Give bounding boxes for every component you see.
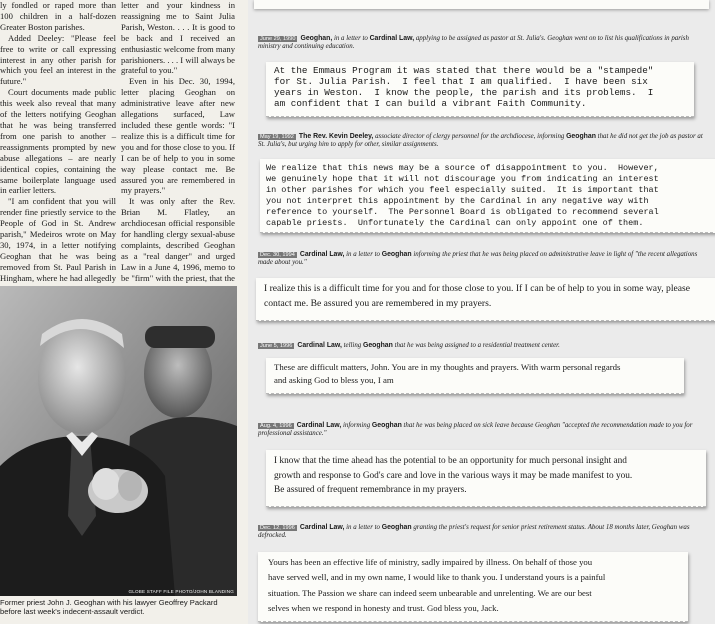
entry-desc: in a letter to bbox=[332, 35, 370, 42]
date-badge: June 29, 1990 bbox=[260, 36, 296, 42]
article-paragraph: Even in his Dec. 30, 1994, letter placing Geoghan on administrative leave after new allegations surfaced, Law included these gentle words: "I realize this is a difficult time for you and for those close to you. If I can be of help to you in some way please contact me. Be assured you are remembered in my prayers." bbox=[121, 76, 235, 196]
excerpt-line: reference to yourself. The Personnel Board is obligated to recommend several bbox=[266, 206, 659, 217]
letter-entry-header bbox=[258, 251, 706, 268]
recipient: Geoghan bbox=[371, 422, 402, 429]
article-paragraph: ly fondled or raped more than 100 children in a half-dozen Greater Boston parishes. bbox=[0, 0, 116, 32]
excerpt-line: contact me. Be assured you are remembered in my prayers. bbox=[264, 297, 492, 309]
entry-desc: associate director of clergy personnel for the archdiocese, informing bbox=[373, 133, 567, 140]
excerpt-line: situation. The Passion we share can indeed seem unbearable and unrelenting. We are our best bbox=[268, 587, 592, 598]
excerpt-line: selves when we respond in honesty and trust. God bless you, Jack. bbox=[268, 603, 499, 614]
entry-desc: informing bbox=[341, 422, 372, 429]
photo-caption: Former priest John J. Geoghan with his lawyer Geoffrey Packard before last week's indecent-assault verdict. bbox=[0, 598, 218, 617]
news-photo bbox=[0, 286, 237, 596]
date-badge: Dec. 12, 1996 bbox=[260, 525, 295, 531]
excerpt-line: I realize this is a difficult time for you and for those close to you. If I can be of help to you in some way, please bbox=[264, 283, 690, 294]
date-badge: May 19, 1992 bbox=[260, 134, 294, 140]
excerpt-line: Be assured of frequent remembrance in my prayers. bbox=[274, 485, 467, 495]
entry-rest: that he was being assigned to a residential treatment center. bbox=[392, 342, 560, 349]
excerpt-line: These are difficult matters, John. You are in my thoughts and prayers. With warm personal regards bbox=[274, 362, 621, 372]
letters-panel bbox=[248, 0, 715, 624]
article-paragraph: "I am confident that you will render fine priestly service to the People of God in St. Andrew parish," Medeiros wrote on May 30, 1974, in a letter notifying Geoghan that he was being removed from St. Paul Parish in Hingham, where he had allegedly bbox=[0, 196, 116, 283]
date-badge: June 5, 1996 bbox=[260, 343, 293, 349]
date-badge: Dec. 30, 1994 bbox=[260, 252, 295, 258]
recipient: Cardinal Law, bbox=[369, 35, 415, 42]
photo-credit: GLOBE STAFF FILE PHOTO/JOHN BLANDING bbox=[128, 589, 234, 594]
entry-rest: granting the priest's request for senior priest retirement status. About 18 months later, Geoghan was defrocked. bbox=[258, 524, 690, 540]
entry-desc: in a letter to bbox=[344, 524, 382, 531]
letter-excerpt bbox=[266, 450, 706, 507]
entry-rest: that he was being placed on sick leave because Geoghan "accepted the recommendation made to you for professional assistance." bbox=[258, 422, 693, 438]
excerpt-line: We realize that this news may be a source of disappointment to you. However, bbox=[266, 163, 659, 173]
article-paragraph: Court documents made public this week also reveal that many of the letters notifying Geoghan that he was being transferred from one parish to another – reassignments prompted by new abuse allegations – are nearly identical copies, containing the same boilerplate language used in earlier letters. bbox=[0, 87, 116, 196]
recipient: Geoghan bbox=[566, 133, 596, 140]
photo-illustration bbox=[0, 286, 237, 596]
speaker: Cardinal Law, bbox=[297, 342, 342, 349]
article-paragraph: letter and your kindness in reassigning me to Saint Julia Parish, Weston. . . . It is good to be back and I received an enthusiastic welcome from many parishioners. . . . I will always be grateful to you." bbox=[121, 0, 235, 76]
letter-entry-header bbox=[258, 35, 706, 52]
date-badge: Aug. 4, 1996 bbox=[260, 423, 292, 429]
excerpt-line: you not interpret this appointment by the Cardinal in any negative way with bbox=[266, 195, 649, 206]
entry-desc: telling bbox=[341, 342, 363, 349]
letter-entry-header bbox=[258, 133, 706, 150]
speaker: Geoghan, bbox=[300, 35, 333, 42]
excerpt-line: and asking God to bless you, I am bbox=[274, 374, 394, 385]
letter-entry-header bbox=[258, 342, 706, 350]
letter-excerpt bbox=[256, 278, 715, 321]
excerpt-line: for St. Julia Parish. I feel that I am qualified. I have been six bbox=[274, 75, 648, 87]
entry-rest: that he did not get the job as pastor at St. Julia's, but urging him to apply for other, similar assignments. bbox=[258, 133, 703, 149]
excerpt-line: growth and response to God's care and love in the various ways it may be made manifest to you. bbox=[274, 470, 633, 481]
excerpt-line: capable priests. Unfortunately the Cardinal can only appoint one of them. bbox=[266, 217, 644, 228]
entry-rest: applying to be assigned as pastor at St. Julia's. Geoghan went on to list his qualifications in parish ministry and continuing education. bbox=[258, 35, 689, 51]
entry-rest: informing the priest that he was being placed on administrative leave in light of "the recent allegations made about you." bbox=[258, 251, 698, 267]
recipient: Geoghan bbox=[381, 251, 412, 258]
clipped-letter-edge bbox=[254, 0, 709, 9]
excerpt-line: At the Emmaus Program it was stated that there would be a "stampede" bbox=[274, 65, 654, 76]
excerpt-line: we genuinely hope that it will not discourage you from indicating an interest bbox=[266, 173, 659, 184]
recipient: Geoghan bbox=[381, 524, 412, 531]
letter-excerpt bbox=[266, 62, 694, 117]
speaker: The Rev. Kevin Deeley, bbox=[298, 133, 374, 140]
excerpt-line: years in Weston. I know the people, the parish and its problems. I bbox=[274, 86, 654, 98]
letter-entry-header bbox=[258, 422, 706, 439]
speaker: Cardinal Law, bbox=[299, 524, 345, 531]
letter-excerpt bbox=[260, 159, 715, 233]
speaker: Cardinal Law, bbox=[296, 422, 342, 429]
excerpt-line: I know that the time ahead has the potential to be an opportunity for much personal insight and bbox=[274, 456, 627, 466]
recipient: Geoghan bbox=[362, 342, 393, 349]
letter-excerpt bbox=[266, 358, 684, 394]
excerpt-line: in other parishes for which you feel especially suited. It is important that bbox=[266, 184, 659, 195]
article-paragraph: It was only after the Rev. Brian M. Flatley, an archdiocesan official responsible for handling clergy sexual-abuse complaints, described Geoghan as a "real danger" and urged Law in a June 4, 1996, memo to be "firm" with the priest, that the bbox=[121, 196, 235, 283]
excerpt-line: Yours has been an effective life of ministry, sadly impaired by illness. On behalf of those you bbox=[268, 557, 593, 567]
letter-excerpt bbox=[258, 552, 688, 622]
excerpt-line: have served well, and in my own name, I would like to thank you. I understand yours is a painful bbox=[268, 572, 606, 583]
entry-desc: in a letter to bbox=[344, 251, 382, 258]
speaker: Cardinal Law, bbox=[299, 251, 345, 258]
excerpt-line: am confident that I can build a vibrant Faith Community. bbox=[274, 97, 587, 109]
letter-entry-header bbox=[258, 524, 706, 541]
article-paragraph: Added Deeley: "Please feel free to write or call expressing interest in any other parish for which you feel an interest in the future." bbox=[0, 32, 116, 87]
